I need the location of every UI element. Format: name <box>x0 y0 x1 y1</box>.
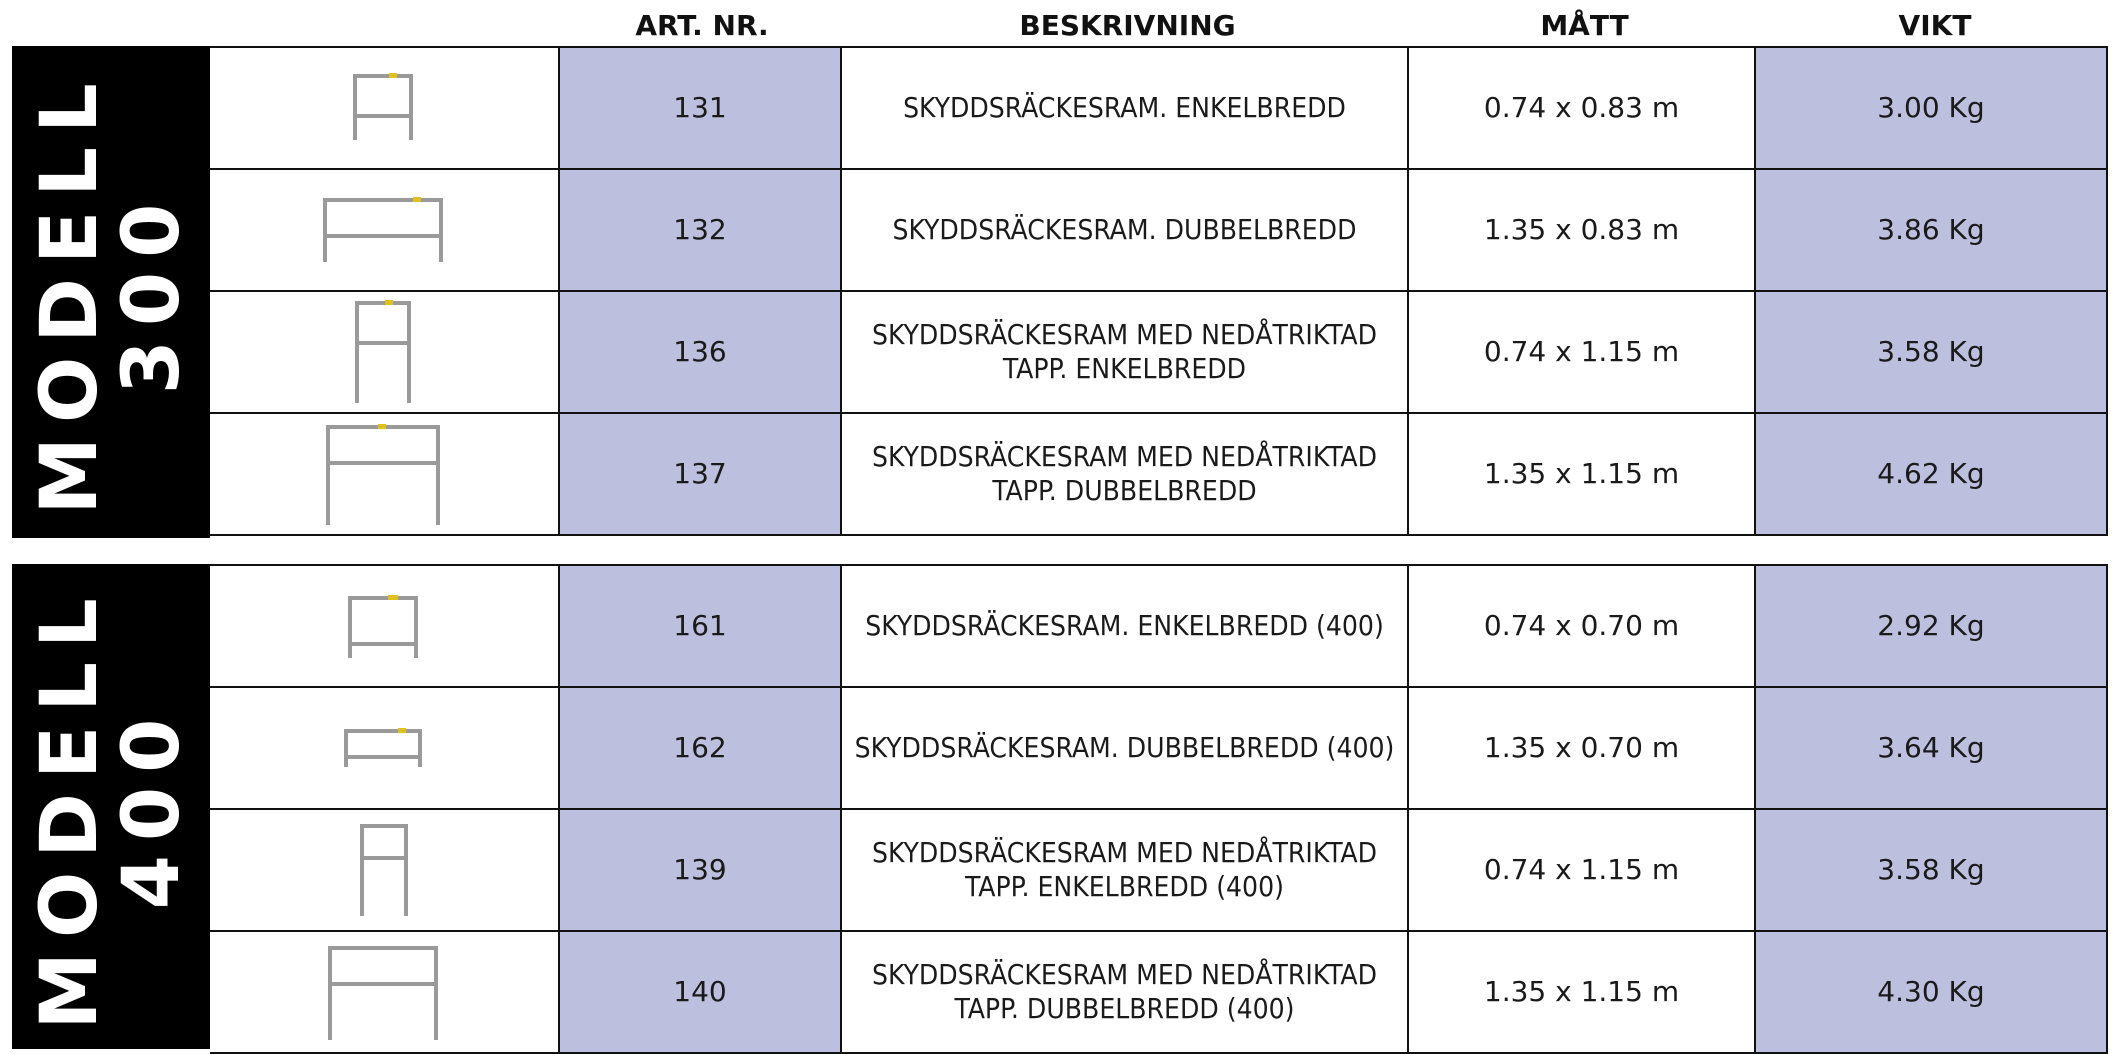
table-row <box>210 48 2108 170</box>
guardrail-frame-double-width-icon <box>210 170 558 290</box>
art-nr-cell: 132 <box>558 170 840 290</box>
dimension-cell: 1.35 x 1.15 m <box>1407 414 1754 534</box>
model-label-line1: MODELL <box>25 583 115 1030</box>
description-cell: SKYDDSRÄCKESRAM MED NEDÅTRIKTAD TAPP. ENKELBREDD (400) <box>840 810 1407 930</box>
weight-cell: 3.64 Kg <box>1754 688 2108 808</box>
weight-cell: 2.92 Kg <box>1754 566 2108 686</box>
description-cell: SKYDDSRÄCKESRAM MED NEDÅTRIKTAD TAPP. ENKELBREDD <box>840 292 1407 412</box>
table-row <box>210 170 2108 292</box>
dimension-cell: 1.35 x 0.70 m <box>1407 688 1754 808</box>
product-rows <box>210 46 2108 536</box>
dimension-cell: 1.35 x 0.83 m <box>1407 170 1754 290</box>
description-cell: SKYDDSRÄCKESRAM. DUBBELBREDD <box>840 170 1407 290</box>
model-label-line1: MODELL <box>25 69 115 515</box>
description-cell: SKYDDSRÄCKESRAM. ENKELBREDD <box>840 48 1407 168</box>
model-label <box>25 583 197 1030</box>
art-nr-cell: 162 <box>558 688 840 808</box>
dimension-cell: 0.74 x 0.70 m <box>1407 566 1754 686</box>
dimension-cell: 0.74 x 1.15 m <box>1407 292 1754 412</box>
guardrail-frame-double-width-tall-icon <box>210 932 558 1052</box>
table-row <box>210 414 2108 536</box>
description-cell: SKYDDSRÄCKESRAM. ENKELBREDD (400) <box>840 566 1407 686</box>
description-cell: SKYDDSRÄCKESRAM. DUBBELBREDD (400) <box>840 688 1407 808</box>
art-nr-cell: 136 <box>558 292 840 412</box>
model-label-line2: 400 <box>107 704 197 909</box>
guardrail-frame-single-width-tall-icon <box>210 292 558 412</box>
art-nr-cell: 140 <box>558 932 840 1052</box>
guardrail-frame-double-width-icon <box>210 688 558 808</box>
header-vikt: VIKT <box>1898 8 1972 42</box>
art-nr-cell: 139 <box>558 810 840 930</box>
dimension-cell: 1.35 x 1.15 m <box>1407 932 1754 1052</box>
art-nr-cell: 131 <box>558 48 840 168</box>
guardrail-frame-double-width-tall-icon <box>210 414 558 534</box>
product-rows <box>210 564 2108 1054</box>
table-row <box>210 932 2108 1054</box>
table-row <box>210 566 2108 688</box>
header-beskrivning: BESKRIVNING <box>1019 8 1236 42</box>
table-row <box>210 688 2108 810</box>
art-nr-cell: 137 <box>558 414 840 534</box>
model-label-block <box>12 46 210 538</box>
group-modell-400 <box>12 564 2108 1049</box>
weight-cell: 3.00 Kg <box>1754 48 2108 168</box>
dimension-cell: 0.74 x 1.15 m <box>1407 810 1754 930</box>
model-label <box>25 69 197 515</box>
dimension-cell: 0.74 x 0.83 m <box>1407 48 1754 168</box>
description-cell: SKYDDSRÄCKESRAM MED NEDÅTRIKTAD TAPP. DUBBELBREDD (400) <box>840 932 1407 1052</box>
weight-cell: 4.30 Kg <box>1754 932 2108 1052</box>
weight-cell: 4.62 Kg <box>1754 414 2108 534</box>
weight-cell: 3.58 Kg <box>1754 810 2108 930</box>
group-modell-300 <box>12 46 2108 538</box>
weight-cell: 3.86 Kg <box>1754 170 2108 290</box>
guardrail-frame-single-width-icon <box>210 48 558 168</box>
header-matt: MÅTT <box>1540 8 1629 42</box>
weight-cell: 3.58 Kg <box>1754 292 2108 412</box>
model-label-line2: 300 <box>107 189 197 395</box>
header-art-nr: ART. NR. <box>635 8 769 42</box>
table-row <box>210 292 2108 414</box>
guardrail-frame-single-width-tall-icon <box>210 810 558 930</box>
guardrail-frame-single-width-icon <box>210 566 558 686</box>
table-row <box>210 810 2108 932</box>
art-nr-cell: 161 <box>558 566 840 686</box>
description-cell: SKYDDSRÄCKESRAM MED NEDÅTRIKTAD TAPP. DUBBELBREDD <box>840 414 1407 534</box>
model-label-block <box>12 564 210 1049</box>
